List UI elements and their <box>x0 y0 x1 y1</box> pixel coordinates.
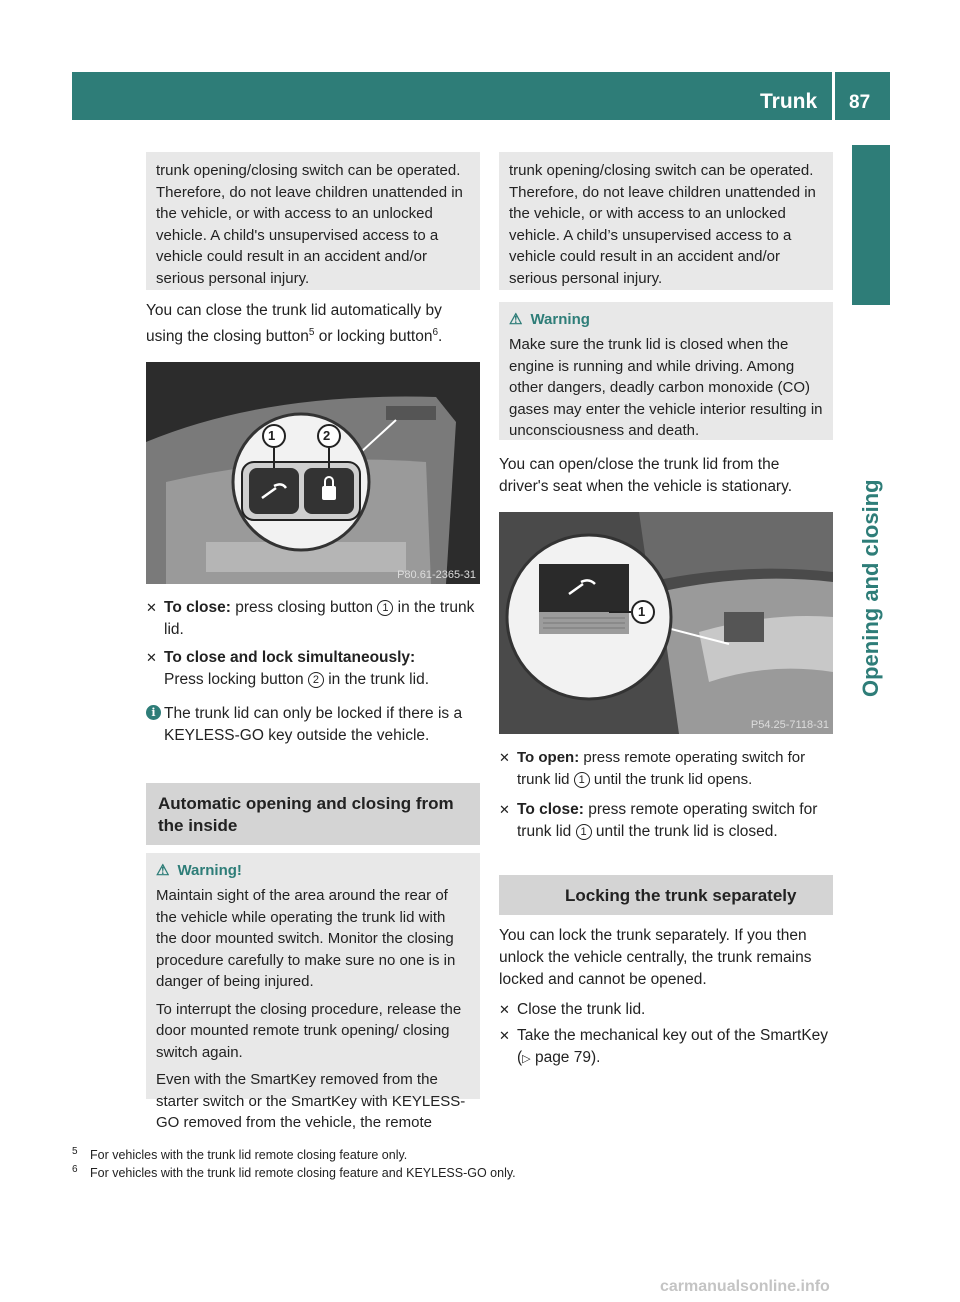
door-panel-illustration <box>499 512 833 734</box>
callout-marker: 1 <box>576 824 592 840</box>
warning-box <box>499 302 833 440</box>
callout-marker: 1 <box>377 600 393 616</box>
trunk-lid-buttons-image <box>146 362 480 584</box>
side-tab-label: Opening and closing <box>858 479 883 697</box>
page-number: 87 <box>849 92 871 113</box>
callout-marker: 1 <box>574 772 590 788</box>
page-title: Trunk <box>760 90 818 113</box>
warning-paragraph: Even with the SmartKey removed from the starter switch or the SmartKey with KEYLESS-GO removed from the vehicle, the remote <box>156 1071 466 1132</box>
warning-continuation-box <box>146 152 480 290</box>
step-arrow-icon: ✕ <box>499 1028 510 1043</box>
info-icon: i <box>146 705 161 720</box>
intro-paragraph: You can open/close the trunk lid from the driver's seat when the vehicle is stationary. <box>499 456 793 495</box>
warning-continuation-text: trunk opening/closing switch can be operated. Therefore, do not leave children unattended in the vehicle, or with access to an unlocked vehicle. A child’s unsupervised access to a vehicle could result in an accident and/or serious personal injury. <box>509 162 816 287</box>
callout-marker: 2 <box>308 672 324 688</box>
section-heading: Locking the trunk separately <box>499 875 833 915</box>
step-item: ✕ To close: press closing button 1 in the trunk lid. <box>146 599 475 639</box>
footnote <box>72 1164 832 1182</box>
step-arrow-icon: ✕ <box>499 1002 510 1017</box>
door-switch-image <box>499 512 833 734</box>
step-arrow-icon: ✕ <box>499 802 510 817</box>
info-note <box>146 703 480 747</box>
warning-paragraph: Maintain sight of the area around the rear of the vehicle while operating the trunk lid with the door mounted switch. Monitor the closing procedure carefully to make sure no one is in danger of being injured. <box>156 887 456 991</box>
warning-paragraph: Make sure the trunk lid is closed when the engine is running and while driving. Among other dangers, deadly carbon monoxide (CO) gases may enter the vehicle interior resulting in unconsciousness and death. <box>509 336 823 439</box>
info-text: The trunk lid can only be locked if there is a KEYLESS-GO key outside the vehicle. <box>164 705 463 745</box>
left-column <box>146 152 480 1132</box>
image-callout: 2 <box>323 428 331 444</box>
footnotes <box>72 1146 832 1182</box>
image-callout: 1 <box>638 604 646 619</box>
section-heading: Automatic opening and closing from the inside <box>146 783 480 845</box>
warning-box <box>146 853 480 1132</box>
footnote-text: For vehicles with the trunk lid remote closing feature only. <box>90 1148 408 1162</box>
footnote-ref[interactable]: 6 <box>432 327 439 338</box>
trunk-lid-illustration <box>146 362 480 584</box>
step-item: ✕ Take the mechanical key out of the SmartKey (▷ page 79). <box>499 1027 829 1066</box>
image-callout: 1 <box>268 428 276 444</box>
warning-continuation-box <box>499 152 833 290</box>
locking-paragraph: You can lock the trunk separately. If you then unlock the vehicle centrally, the trunk remains locked and cannot be opened. <box>499 927 812 988</box>
footnote-ref[interactable]: 5 <box>308 327 315 338</box>
footnote <box>72 1146 832 1164</box>
step-item: ✕ Close the trunk lid. <box>499 999 833 1021</box>
footnote-number: 5 <box>72 1146 78 1157</box>
step-arrow-icon: ✕ <box>146 650 157 666</box>
warning-triangle-icon: ⚠ <box>156 862 170 880</box>
side-tab <box>852 312 890 712</box>
step-arrow-icon: ✕ <box>499 750 510 765</box>
header-divider <box>832 72 835 120</box>
step-item: ✕ To close: press remote operating switch for trunk lid 1 until the trunk lid is closed. <box>499 801 818 840</box>
image-code: P54.25-7118-31 <box>750 719 829 731</box>
warning-title: ⚠ Warning <box>509 311 590 328</box>
intro-paragraph: You can close the trunk lid automatically by using the closing button$^5$ or locking button$^6$. <box>146 302 443 346</box>
side-tab-block <box>852 145 890 305</box>
watermark: carmanualsonline.info <box>660 1278 830 1295</box>
step-arrow-icon: ✕ <box>146 600 157 616</box>
footnote-text: For vehicles with the trunk lid remote closing feature and KEYLESS-GO only. <box>90 1166 516 1180</box>
step-item: ✕ To open: press remote operating switch for trunk lid 1 until the trunk lid opens. <box>499 749 806 788</box>
warning-title: ⚠ Warning! <box>156 862 242 880</box>
step-item: ✕ To close and lock simultaneously: Press locking button 2 in the trunk lid. <box>146 649 429 689</box>
page-reference-icon[interactable]: ▷ <box>522 1053 531 1065</box>
image-code: P80.61-2365-31 <box>397 569 476 582</box>
warning-paragraph: To interrupt the closing procedure, release the door mounted remote trunk opening/ closing switch again. <box>156 1000 462 1061</box>
warning-triangle-icon: ⚠ <box>509 311 523 328</box>
warning-continuation-text: trunk opening/closing switch can be operated. Therefore, do not leave children unattended in the vehicle, or with access to an unlocked vehicle. A child's unsupervised access to a vehicle could result in an accident and/or serious personal injury. <box>156 162 463 287</box>
right-column <box>499 152 833 1070</box>
footnote-number: 6 <box>72 1164 78 1175</box>
